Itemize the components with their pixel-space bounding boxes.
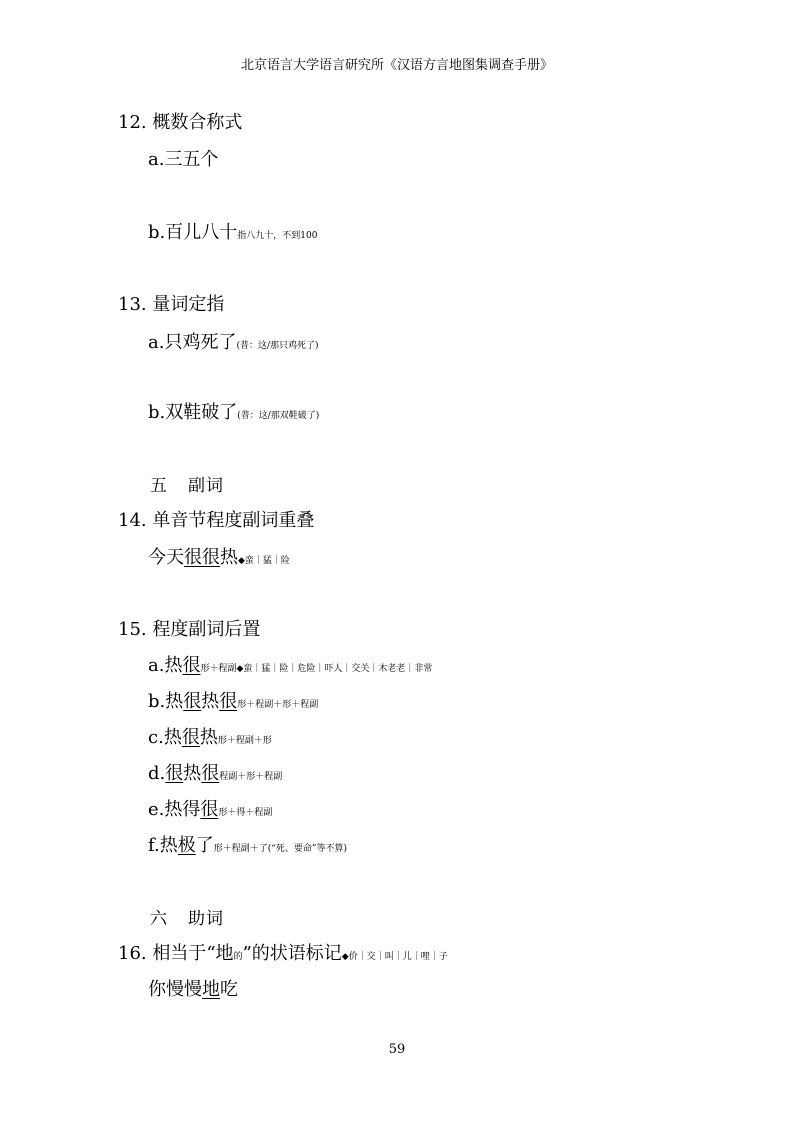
question-16-title-pre: 16. 相当于“地 [118, 943, 234, 964]
item-underlined: 极 [177, 835, 196, 856]
question-14-underlined: 很很 [184, 547, 220, 568]
question-16-title-post: ”的状语标记 [242, 943, 342, 964]
section-6-heading [150, 904, 224, 929]
item-text: 热得 [164, 799, 201, 820]
section-6-number: 六 [150, 909, 168, 929]
question-13-a-note: (普：这/那只鸡死了) [236, 341, 319, 351]
question-13-a-text: a.只鸡死了 [148, 332, 237, 353]
item-underlined: 很 [181, 727, 200, 748]
question-12-b-note: 指八九十，不到100 [237, 231, 318, 241]
question-14-title: 14. 单音节程度副词重叠 [118, 510, 315, 531]
item-text: 了 [195, 835, 214, 856]
question-14-example [148, 543, 290, 569]
item-underlined: 很 [201, 763, 220, 784]
item-note: 形＋得＋程副 [218, 808, 273, 818]
question-14-note: ◆蛮｜猛｜险 [238, 556, 290, 566]
question-15-item [148, 831, 347, 857]
section-6-name: 助词 [188, 909, 224, 929]
item-text: 热 [165, 691, 184, 712]
question-15-item [148, 759, 282, 785]
question-16-title-sub: 的 [233, 952, 243, 962]
item-underlined: 很 [219, 691, 238, 712]
question-15-item [148, 795, 272, 821]
question-14-post: 热 [220, 547, 238, 568]
question-14-pre: 今天 [148, 547, 184, 568]
item-label: f. [148, 835, 160, 856]
question-12-b [148, 218, 317, 244]
item-text: 热 [183, 763, 202, 784]
question-16-title-note: ◆价｜交｜叫｜儿｜哩｜子 [341, 952, 448, 962]
item-note: 程副＋形＋程副 [219, 772, 283, 782]
item-underlined: 很 [182, 655, 201, 676]
question-12-title: 12. 概数合称式 [118, 112, 243, 133]
page-number: 59 [388, 1042, 406, 1057]
item-underlined: 很 [200, 799, 219, 820]
question-12-b-text: b.百儿八十 [148, 222, 238, 243]
item-note: 形＋程副＋形 [217, 736, 272, 746]
question-15-title: 15. 程度副词后置 [118, 619, 261, 640]
item-label: c. [148, 727, 164, 748]
item-label: a. [148, 655, 165, 676]
item-underlined: 很 [183, 691, 202, 712]
item-text: 热 [163, 727, 182, 748]
question-16-pre: 你慢慢 [148, 979, 202, 1000]
item-text: 热 [159, 835, 178, 856]
item-label: e. [148, 799, 165, 820]
item-note: 形＋程副＋形＋程副 [237, 700, 319, 710]
question-15-item [148, 651, 432, 677]
section-5-heading [150, 471, 224, 496]
question-15-item [148, 687, 318, 713]
question-16-title [118, 939, 448, 965]
item-label: d. [148, 763, 166, 784]
question-13-b [148, 398, 319, 424]
item-text: 热 [164, 655, 183, 676]
item-note: 形＋程副＋了(“死、要命”等不算) [213, 844, 347, 854]
item-note: 形＋程副◆蛮｜猛｜险｜危险｜吓人｜交关｜木老老｜非常 [200, 664, 433, 674]
question-13-b-note: (普：这/那双鞋破了) [237, 411, 320, 421]
question-16-underlined: 地 [202, 979, 220, 1000]
item-underlined: 很 [165, 763, 184, 784]
item-text: 热 [201, 691, 220, 712]
question-13-title: 13. 量词定指 [118, 294, 225, 315]
question-13-b-text: b.双鞋破了 [148, 402, 238, 423]
question-16-example [148, 975, 238, 1001]
question-16-post: 吃 [220, 979, 238, 1000]
section-5-name: 副词 [188, 476, 224, 496]
section-5-number: 五 [150, 476, 168, 496]
item-text: 热 [199, 727, 218, 748]
item-label: b. [148, 691, 166, 712]
running-header: 北京语言大学语言研究所《汉语方言地图集调查手册》 [240, 58, 553, 73]
question-15-item [148, 723, 272, 749]
question-13-a [148, 328, 319, 354]
question-12-a: a.三五个 [148, 149, 219, 170]
